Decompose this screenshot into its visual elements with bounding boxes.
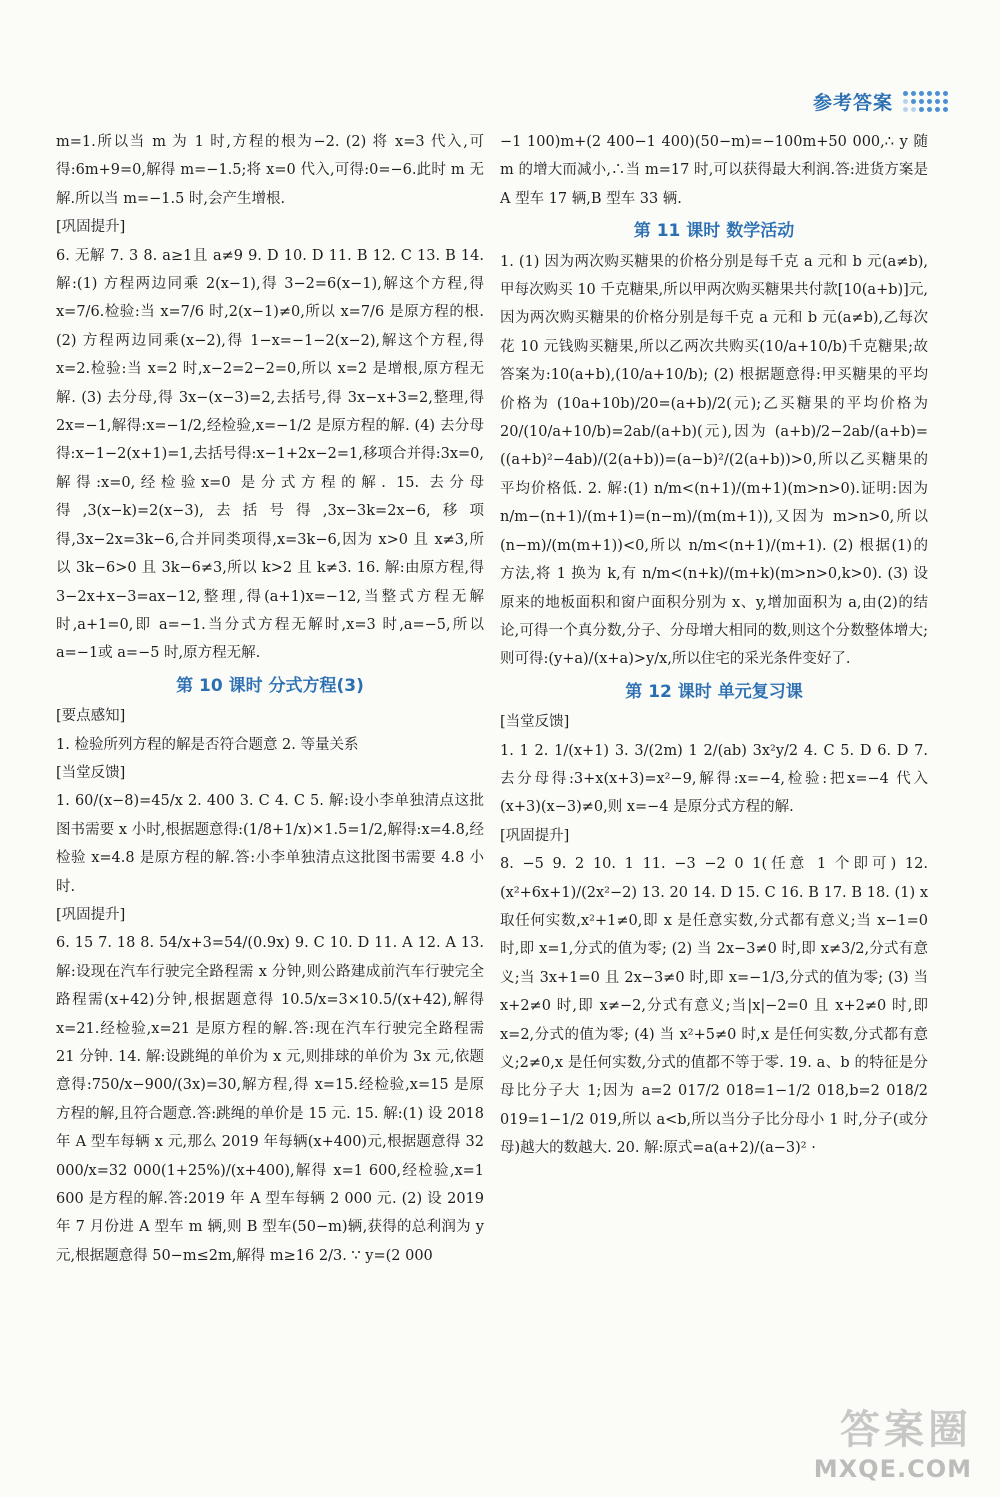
answer-block: 1. 60/(x−8)=45/x 2. 400 3. C 4. C 5. 解:设小李单独清点这批图书需要 x 小时,根据题意得:(1/8+1/x)×1.5=1/2,解得:x=4.8,经检验 x=4.8 是原方程的解.答:小李单独清点这批图书需要 4.8 小时. bbox=[56, 793, 484, 895]
tag-dangtang: [当堂反馈] bbox=[500, 714, 570, 731]
tag-gonggu: [巩固提升] bbox=[56, 219, 126, 236]
watermark bbox=[814, 1398, 972, 1483]
tag-dangtang: [当堂反馈] bbox=[56, 764, 126, 781]
answer-block: −1 100)m+(2 400−1 400)(50−m)=−100m+50 000,∴ y 随 m 的增大而减小,∴当 m=17 时,可以获得最大利润.答:进货方案是 A 型车 17 辆,B 型车 33 辆. bbox=[500, 134, 928, 207]
dots-decoration-icon bbox=[903, 91, 948, 112]
page-header bbox=[813, 88, 948, 115]
watermark-logo: 答案圈 bbox=[840, 1407, 972, 1453]
answer-block: 1. (1) 因为两次购买糖果的价格分别是每千克 a 元和 b 元(a≠b),甲每次购买 10 千克糖果,所以甲两次购买糖果共付款[10(a+b)]元,因为两次购买糖果的价格分别是每千克 a 元和 b 元(a≠b),乙每次花 10 元钱购买糖果,所以乙两次共购买(10/a+10/b)千克糖果;故答案为:10(a+b),(10/a+10/b); (2) 根据题意得:甲买糖果的平均价格为 (10a+10b)/20=(a+b)/2(元);乙买糖果的平均价格为 20/(10/a+10/b)=2ab/(a+b)(元),因为 (a+b)/2−2ab/(a+b)=((a+b)²−4ab)/(2(a+b))=(a−b)²/(2(a+b))>0,所以乙买糖果的平均价格低. 2. 解:(1) n/m<(n+1)/(m+1)(m>n>0).证明:因为 n/m−(n+1)/(m+1)=(n−m)/(m(m+1)),又因为 m>n>0,所以 (n−m)/(m(m+1))<0,所以 n/m<(n+1)/(m+1). (2) 根据(1)的方法,将 1 换为 k,有 n/m<(n+k)/(m+k)(m>n>0,k>0). (3) 设原来的地板面积和窗户面积分别为 x、y,增加面积为 a,由(2)的结论,可得一个真分数,分子、分母增大相同的数,则这个分数整体增大;则可得:(y+a)/(x+a)>y/x,所以住宅的采光条件变好了. bbox=[500, 253, 928, 668]
answer-block: 6. 无解 7. 3 8. a≥1且 a≠9 9. D 10. D 11. B 12. C 13. B 14. 解:(1) 方程两边同乘 2(x−1),得 3−2=6(x−1),解这个方程,得 x=7/6.检验:当 x=7/6 时,2(x−1)≠0,所以 x=7/6 是原方程的根. (2) 方程两边同乘(x−2),得 1−x=−1−2(x−2),解这个方程,得 x=2.检验:当 x=2 时,x−2=2−2=0,所以 x=2 是增根,原方程无解. (3) 去分母,得 3x−(x−3)=2,去括号,得 3x−x+3=2,整理,得 2x=−1,解得:x=−1/2,经检验,x=−1/2 是原方程的解. (4) 去分母得:x−1−2(x+1)=1,去括号得:x−1+2x−2=1,移项合并得:3x=0,解得:x=0,经检验x=0 是分式方程的解. 15. 去分母得,3(x−k)=2(x−3),去括号得,3x−3k=2x−6,移项得,3x−2x=3k−6,合并同类项得,x=3k−6,因为 x>0 且 x≠3,所以 3k−6>0 且 3k−6≠3,所以 k>2 且 k≠3. 16. 解:由原方程,得 3−2x+x−3=ax−12,整理,得(a+1)x=−12,当整式方程无解时,a+1=0,即 a=−1.当分式方程无解时,x=3 时,a=−5,所以a=−1或 a=−5 时,原方程无解. bbox=[56, 247, 484, 662]
right-column bbox=[500, 128, 928, 1163]
watermark-url: MXQE.COM bbox=[813, 1455, 972, 1483]
answer-block: 1. 检验所列方程的解是否符合题意 2. 等量关系 bbox=[56, 736, 359, 753]
left-column bbox=[56, 128, 484, 1270]
tag-gonggu: [巩固提升] bbox=[56, 906, 126, 923]
answer-block: 1. 1 2. 1/(x+1) 3. 3/(2m) 1 2/(ab) 3x²y/2 4. C 5. D 6. D 7. 去分母得:3+x(x+3)=x²−9,解得:x=−4,检验:把x=−4 代入(x+3)(x−3)≠0,则 x=−4 是原分式方程的解. bbox=[500, 742, 928, 816]
tag-gonggu: [巩固提升] bbox=[500, 827, 570, 844]
answer-block: m=1.所以当 m 为 1 时,方程的根为−2. (2) 将 x=3 代入,可得:6m+9=0,解得 m=−1.5;将 x=0 代入,可得:0=−6.此时 m 无解.所以当 m=−1.5 时,会产生增根. bbox=[56, 134, 484, 207]
header-title: 参考答案 bbox=[812, 92, 893, 114]
section-title-11: 第 11 课时 数学活动 bbox=[633, 221, 795, 242]
section-title-10: 第 10 课时 分式方程(3) bbox=[176, 675, 364, 696]
answer-block: 6. 15 7. 18 8. 54/x+3=54/(0.9x) 9. C 10. D 11. A 12. A 13. 解:设现在汽车行驶完全路程需 x 分钟,则公路建成前汽车行驶完全路程需(x+42)分钟,根据题意得 10.5/x=3×10.5/(x+42),解得 x=21.经检验,x=21 是原方程的解.答:现在汽车行驶完全路程需 21 分钟. 14. 解:设跳绳的单价为 x 元,则排球的单价为 3x 元,依题意得:750/x−900/(3x)=30,解方程,得 x=15.经检验,x=15 是原方程的解,且符合题意.答:跳绳的单价是 15 元. 15. 解:(1) 设 2018 年 A 型车每辆 x 元,那么 2019 年每辆(x+400)元,根据题意得 32 000/x=32 000(1+25%)/(x+400),解得 x=1 600,经检验,x=1 600 是方程的解.答:2019 年 A 型车每辆 2 000 元. (2) 设 2019 年 7 月份进 A 型车 m 辆,则 B 型车(50−m)辆,获得的总利润为 y 元,根据题意得 50−m≤2m,解得 m≥16 2/3. ∵ y=(2 000 bbox=[56, 935, 484, 1264]
section-title-12: 第 12 课时 单元复习课 bbox=[625, 681, 803, 702]
answer-block: 8. −5 9. 2 10. 1 11. −3 −2 0 1(任意 1 个即可) 12. (x²+6x+1)/(2x²−2) 13. 20 14. D 15. C 16. B 17. B 18. (1) x 取任何实数,x²+1≠0,即 x 是任意实数,分式都有意义;当 x−1=0 时,即 x=1,分式的值为零; (2) 当 2x−3≠0 时,即 x≠3/2,分式有意义;当 3x+1=0 且 2x−3≠0 时,即 x=−1/3,分式的值为零; (3) 当 x+2≠0 时,即 x≠−2,分式有意义;当|x|−2=0 且 x+2≠0 时,即 x=2,分式的值为零; (4) 当 x²+5≠0 时,x 是任何实数,分式都有意义;2≠0,x 是任何实数,分式的值都不等于零. 19. a、b 的特征是分母比分子大 1;因为 a=2 017/2 018=1−1/2 018,b=2 018/2 019=1−1/2 019,所以 a<b,所以当分子比分母小 1 时,分子(或分母)越大的数越大. 20. 解:原式=a(a+2)/(a−3)² · bbox=[500, 856, 928, 1157]
tag-yaodian: [要点感知] bbox=[56, 708, 126, 725]
